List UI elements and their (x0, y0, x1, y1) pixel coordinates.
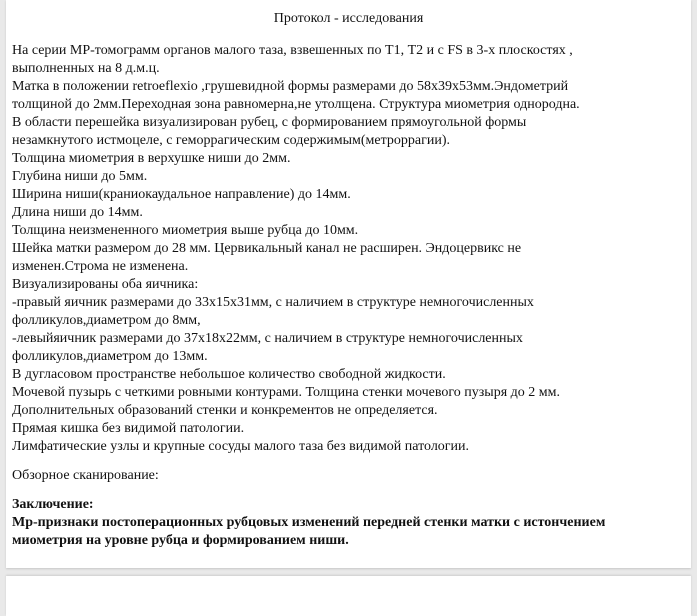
spacer (12, 456, 688, 467)
text-line: выполненных на 8 д.м.ц. (12, 61, 160, 76)
document-page (6, 0, 691, 568)
text-line: фолликулов,диаметром до 8мм, (12, 313, 201, 328)
text-line: В области перешейка визуализирован рубец, с формированием прямоугольной формы (12, 115, 527, 130)
text-line: В дугласовом пространстве небольшое количество свободной жидкости. (12, 367, 446, 382)
text-line: Лимфатические узлы и крупные сосуды малого таза без видимой патологии. (12, 439, 470, 454)
next-page (6, 576, 691, 616)
text-line: Мочевой пузырь с четкими ровными контурами. Толщина стенки мочевого пузыря до 2 мм. (12, 385, 560, 400)
text-line: Шейка матки размером до 28 мм. Цервикальный канал не расширен. Эндоцервикс не (12, 241, 522, 256)
document-body (12, 42, 688, 550)
text-line: изменен.Строма не изменена. (12, 259, 189, 274)
text-line: Ширина ниши(краниокаудальное направление) до 14мм. (12, 187, 351, 202)
text-line: -правый яичник размерами до 33x15x31мм, с наличием в структуре немногочисленных (12, 295, 534, 310)
text-line: Визуализированы оба яичника: (12, 277, 199, 292)
overview-label: Обзорное сканирование: (12, 468, 159, 483)
conclusion-label: Заключение: (12, 497, 94, 512)
text-line: Глубина ниши до 5мм. (12, 169, 148, 184)
text-line: На серии МР-томограмм органов малого таза, взвешенных по Т1, Т2 и с FS в 3-х плоскостях , (12, 43, 573, 58)
document-title: Протокол - исследования (273, 11, 424, 26)
spacer (12, 485, 688, 496)
conclusion-text: миометрия на уровне рубца и формированием ниши. (12, 533, 349, 548)
text-line: Матка в положении retroeflexio ,грушевидной формы размерами до 58x39x53мм.Эндометрий (12, 79, 569, 94)
text-line: -левыйяичник размерами до 37x18x22мм, с наличием в структуре немногочисленных (12, 331, 523, 346)
text-line: Толщина неизмененного миометрия выше рубца до 10мм. (12, 223, 359, 238)
text-line: незамкнутого истмоцеле, с геморрагическим содержимым(метроррагии). (12, 133, 451, 148)
conclusion-text: Мр-признаки постоперационных рубцовых изменений передней стенки матки с истончением (12, 515, 606, 530)
text-line: Длина ниши до 14мм. (12, 205, 143, 220)
text-line: Дополнительных образований стенки и конкрементов не определяется. (12, 403, 438, 418)
text-line: фолликулов,диаметром до 13мм. (12, 349, 208, 364)
text-line: толщиной до 2мм.Переходная зона равномерна,не утолщена. Структура миометрия однородна. (12, 97, 580, 112)
text-line: Толщина миометрия в верхушке ниши до 2мм. (12, 151, 291, 166)
text-line: Прямая кишка без видимой патологии. (12, 421, 245, 436)
